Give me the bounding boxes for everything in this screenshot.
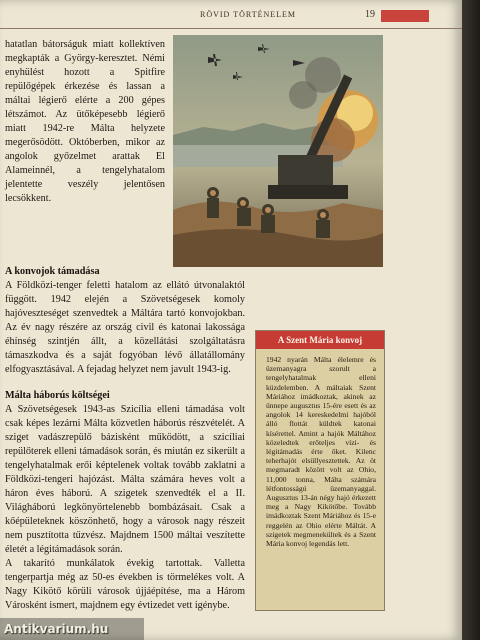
running-header [0, 0, 462, 30]
sidebar-body: 1942 nyarán Málta élelemre és üzemanyagra szorult a tengelyhatalmak elleni küzdelemben. A máltaiak Szent Máriához imádkoztak, akinek az ünnepe augusztus 15-ére esett és az angolok 14 kereskedelmi hajóból álló flottát küldtek katonai kísérettel. Amint a hajók Máltához közeledtek erőteljes vízi- és légitámadás érte őket. Kilenc teherhajót elsüllyesztettek. Az öt megmaradt között volt az Ohio, 11,000 tonna, Málta számára létfontosságú üzemanyaggal. Augusztus 13-án négy hajó érkezett meg a Nagy Kikötőbe. Tovább imádkoztak Szent Máriához és 15-e reggelén az Ohio elérte Máltát. A szigetek megmenekültek és a Szent Mária konvoj legendás lett. [266, 355, 376, 549]
war-costs-paragraph-2: A takarító munkálatok évekig tartottak. Valletta tengerpartja még az 50-es években is törmelékes volt. A Nagy Kikötő körüli városok újjáépítése, ma a Három Városként ismert, majdnem egy évtizedet vett igénybe. [5, 558, 245, 611]
book-gutter [462, 0, 480, 640]
header-accent-bar [381, 10, 429, 22]
intro-paragraph: hatatlan bátorságuk miatt kollektíven megkapták a György-keresztet. Némi enyhülést hozott a Spitfire repülőgépek érkezése és lassan a máltai légierő elérte a 200 gépes létszámot. Az ütőképesebb légierő miatt 1942-re Málta helyzete megerősödött. Októberben, mikor az angolok győzelmet arattak El Alameinnél, a tengelyhatalom jelentette veszély jelentősen lecsökkent. [5, 39, 165, 204]
wartime-antiaircraft-battle-illustration [173, 35, 383, 267]
page-number: 19 [365, 9, 375, 20]
running-header-title: RÖVID TÖRTÉNELEM [200, 10, 297, 19]
watermark: Antikvarium.hu [0, 618, 144, 640]
main-text [5, 265, 245, 613]
war-costs-paragraph-1: A Szövetségesek 1943-as Szicília elleni támadása volt csak képes lezárni Málta közvetlen háborús részvételét. A sziget vadászrepülő bázisként működött, a szicíliai repülőterek elleni támadások során, és miután ez sikerült a tengelyhatalmak erői képtelenek voltak tovább zaklatni a Földközi-tengeri hajózást. Málta számára heves volt a háron éves háború. A szigetek szenvedték el a II. Világháború legkönyörtelenebb bombázásait. Csak a kőépületeknek köszönhető, hogy a városok nagy részeit nem pusztította tűzvész. Majdnem 1500 máltai veszítette életét a légitámadások során. [5, 404, 245, 555]
section-heading-war-costs: Málta háborús költségei [5, 390, 110, 401]
header-rule [0, 28, 462, 29]
sidebar-title: A Szent Mária konvoj [256, 331, 384, 349]
sidebar-box [255, 330, 385, 611]
section-heading-convoys: A konvojok támadása [5, 266, 100, 277]
convoys-paragraph: A Földközi-tenger feletti hatalom az ellátó útvonalaktól függött. 1942 elején a Szövetségesek komoly hajóveszteséget szenvedtek a Máltára tartó konvojokban. Az év nagy részére az ország civil és katonai lakossága éhínség szintjén állt, a közellátási szolgáltatásra támaszkodva és a saját fogyóban lévő állatállomány elfogyasztásával. A fejadag helyzet nem javult 1943-ig. [5, 280, 245, 375]
